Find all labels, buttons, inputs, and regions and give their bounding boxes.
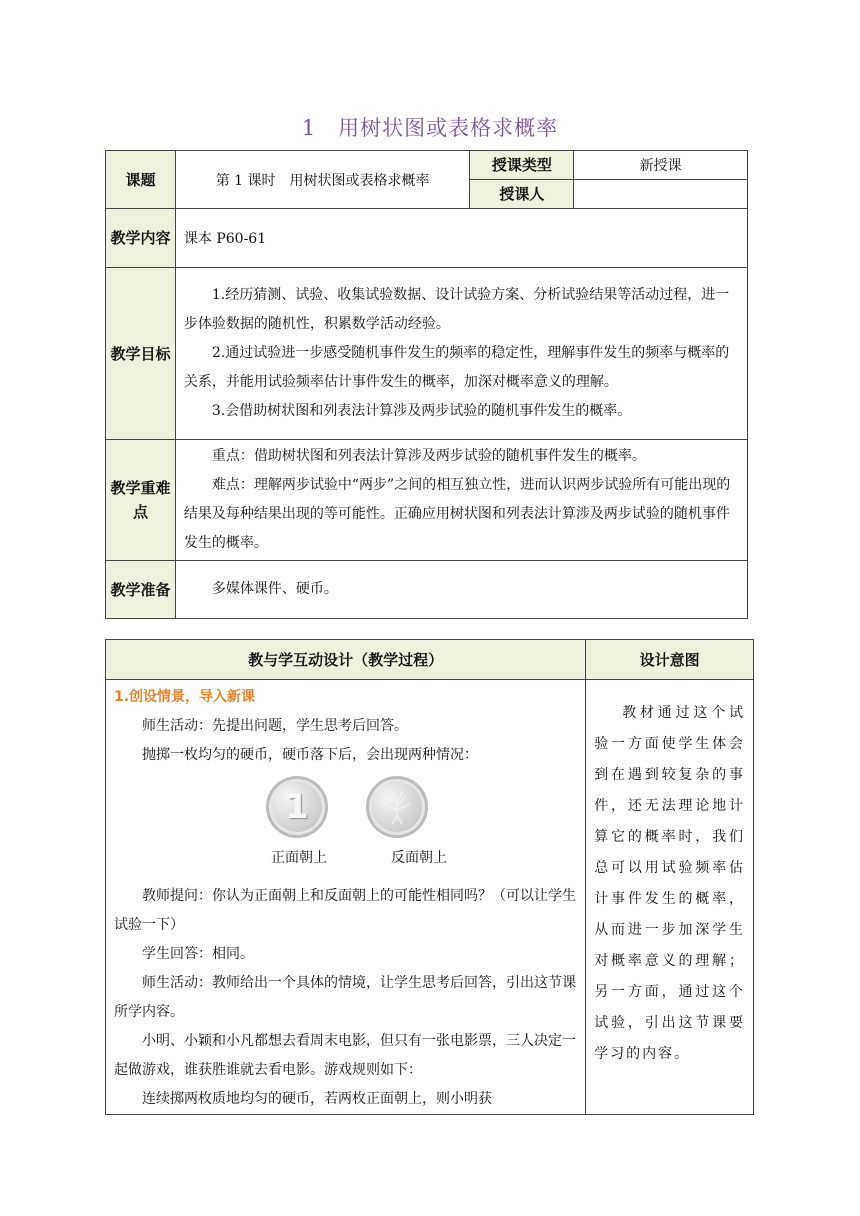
process-paragraph: 小明、小颖和小凡都想去看周末电影，但只有一张电影票，三人决定一起做游戏，谁获胜谁就去看电影。游戏规则如下：: [114, 1033, 576, 1078]
key-points-label: 教学重难点: [106, 440, 176, 561]
page-title: 1 用树状图或表格求概率: [301, 116, 559, 140]
coin-numeral: 1: [285, 787, 309, 827]
teacher-label: 授课人: [470, 180, 574, 209]
topic-label: 课题: [106, 151, 176, 209]
process-paragraph: 师生活动：先提出问题，学生思考后回答。: [142, 718, 408, 734]
lesson-info-table: [105, 150, 748, 619]
goal-item: 1.经历猜测、试验、收集试验数据、设计试验方案、分析试验结果等活动过程，进一步体验数据的随机性，积累数学活动经验。: [183, 287, 730, 332]
process-paragraph: 连续掷两枚质地均匀的硬币，若两枚正面朝上，则小明获: [142, 1091, 492, 1107]
key-point-item: 难点：理解两步试验中“两步”之间的相互独立性，进而认识两步试验所有可能出现的结果及每种结果出现的等可能性。正确应用树状图和列表法计算涉及两步试验的随机事件发生的概率。: [183, 477, 731, 551]
process-paragraph: 教师提问：你认为正面朝上和反面朝上的可能性相同吗？（可以让学生试验一下）: [114, 888, 576, 933]
prep-cell: [175, 561, 747, 619]
coin-figure: [114, 770, 579, 882]
teaching-process-table: [105, 639, 754, 1115]
coin-tails-image: [366, 776, 428, 838]
prep-value: 多媒体课件、硬币。: [211, 581, 338, 597]
chrysanthemum-icon: [366, 776, 428, 838]
content-value: 课本 P60-61: [175, 209, 747, 268]
goals-cell: [175, 268, 747, 440]
process-paragraph: 师生活动：教师给出一个具体的情境，让学生思考后回答，引出这节课所学内容。: [114, 975, 576, 1020]
process-header: 教与学互动设计（教学过程）: [106, 640, 586, 680]
design-intent-text: 教材通过这个试验一方面使学生体会到在遇到较复杂的事件，还无法理论地计算它的概率时，我们总可以用试验频率估计事件发生的概率，从而进一步加深学生对概率意义的理解；另一方面，通过这个试验，引出这节课要学习的内容。: [594, 705, 745, 1062]
prep-label: 教学准备: [106, 561, 176, 619]
content-label: 教学内容: [106, 209, 176, 268]
process-cell: [106, 680, 586, 1115]
intent-header: 设计意图: [586, 640, 754, 680]
type-label: 授课类型: [470, 151, 574, 180]
coin-heads-image: [266, 776, 328, 838]
coin-heads-caption: 正面朝上: [271, 850, 327, 866]
section-title: 1.创设情景，导入新课: [114, 689, 256, 705]
type-value: 新授课: [574, 151, 748, 180]
key-points-cell: [175, 440, 747, 561]
process-paragraph: 抛掷一枚均匀的硬币，硬币落下后，会出现两种情况：: [142, 747, 478, 763]
teacher-value: [574, 180, 748, 209]
goal-item: 2.通过试验进一步感受随机事件发生的频率的稳定性，理解事件发生的频率与概率的关系，并能用试验频率估计事件发生的概率，加深对概率意义的理解。: [183, 345, 730, 390]
goal-item: 3.会借助树状图和列表法计算涉及两步试验的随机事件发生的概率。: [211, 403, 632, 419]
key-point-item: 重点：借助树状图和列表法计算涉及两步试验的随机事件发生的概率。: [211, 448, 646, 464]
goals-label: 教学目标: [106, 268, 176, 440]
intent-cell: [586, 680, 754, 1115]
topic-value: 第 1 课时 用树状图或表格求概率: [175, 151, 470, 209]
process-paragraph: 学生回答：相同。: [142, 946, 254, 962]
coin-tails-caption: 反面朝上: [391, 850, 447, 866]
